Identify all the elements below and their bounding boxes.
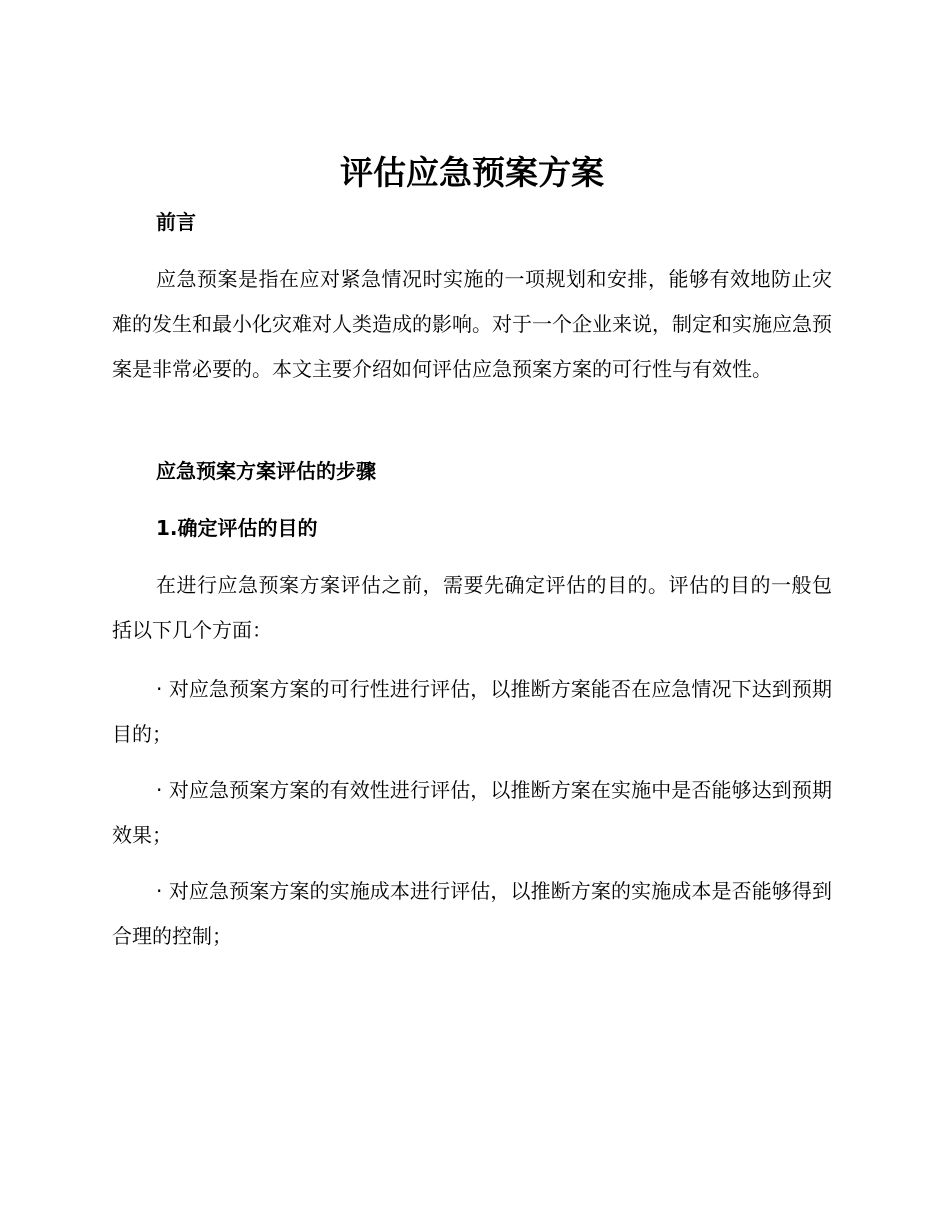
bullet-item-feasibility: · 对应急预案方案的可行性进行评估，以推断方案能否在应急情况下达到预期目的； xyxy=(112,677,832,746)
preface-paragraph: 应急预案是指在应对紧急情况时实施的一项规划和安排，能够有效地防止灾难的发生和最小化灾难对人类造成的影响。对于一个企业来说，制定和实施应急预案是非常必要的。本文主要介绍如何评估应急预案方案的可行性与有效性。 xyxy=(112,267,832,381)
document-title: 评估应急预案方案 xyxy=(340,153,604,192)
bullet-item-cost: · 对应急预案方案的实施成本进行评估，以推断方案的实施成本是否能够得到合理的控制； xyxy=(112,879,832,948)
bullet-item-effectiveness: · 对应急预案方案的有效性进行评估，以推断方案在实施中是否能够达到预期效果； xyxy=(112,778,832,847)
step1-heading: 1.确定评估的目的 xyxy=(156,516,318,540)
preface-heading: 前言 xyxy=(156,210,196,234)
steps-heading: 应急预案方案评估的步骤 xyxy=(156,459,376,483)
step1-intro-paragraph: 在进行应急预案方案评估之前，需要先确定评估的目的。评估的目的一般包括以下几个方面： xyxy=(112,573,832,642)
